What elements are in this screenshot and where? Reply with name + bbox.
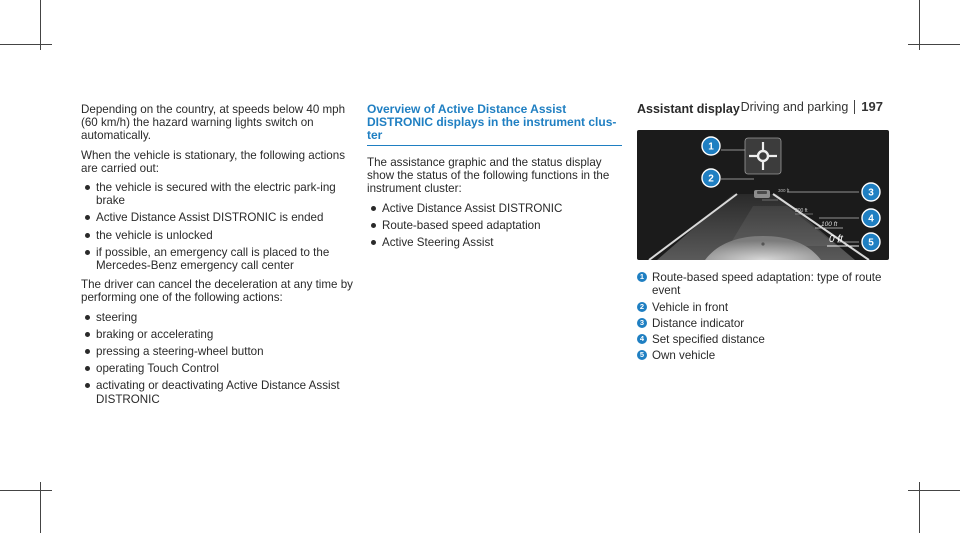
legend-number: 5 <box>637 350 647 360</box>
legend-text: Distance indicator <box>652 316 745 330</box>
crop-mark <box>0 44 52 45</box>
list-item: braking or accelerating <box>81 328 356 341</box>
crop-mark <box>40 482 41 533</box>
list-item: the vehicle is secured with the electric park-ing brake <box>81 181 356 207</box>
crop-mark <box>0 490 52 491</box>
list-item: steering <box>81 311 356 324</box>
svg-text:1: 1 <box>708 141 714 153</box>
legend-number: 2 <box>637 302 647 312</box>
list-item: Route-based speed adaptation <box>367 219 622 232</box>
vehicle-in-front-window <box>757 191 767 194</box>
list-item: activating or deactivating Active Distance Assist DISTRONIC <box>81 379 356 405</box>
legend-item <box>637 271 892 297</box>
legend-item <box>637 333 892 346</box>
callout-marker-2 <box>702 169 720 187</box>
svg-text:5: 5 <box>868 237 874 249</box>
svg-text:4: 4 <box>868 213 874 225</box>
list-item: pressing a steering-wheel button <box>81 345 356 358</box>
legend-number: 1 <box>637 272 647 282</box>
legend-text: Vehicle in front <box>652 300 729 314</box>
column-middle <box>367 103 622 255</box>
crop-mark <box>40 0 41 50</box>
crop-mark <box>919 482 920 533</box>
crop-mark <box>919 0 920 50</box>
svg-text:2: 2 <box>708 173 714 185</box>
bullet-list <box>367 202 622 250</box>
legend-item <box>637 317 892 330</box>
page-number: 197 <box>861 99 883 114</box>
legend-number: 3 <box>637 318 647 328</box>
assistant-display-figure <box>637 130 889 260</box>
bullet-list <box>81 311 356 406</box>
paragraph: The assistance graphic and the status display show the status of the following functions in the instrument cluster: <box>367 156 610 196</box>
list-item: operating Touch Control <box>81 362 356 375</box>
crop-mark <box>908 490 960 491</box>
subsection-heading: Assistant display <box>637 102 740 116</box>
callout-marker-5 <box>862 233 880 251</box>
instrument-cluster-graphic <box>637 130 889 260</box>
legend-text: Route-based speed adaptation: type of route event <box>652 271 882 298</box>
distance-label-zero: 0 ft <box>829 234 843 246</box>
list-item: if possible, an emergency call is placed to the Mercedes-Benz emergency call center <box>81 246 356 272</box>
distance-label-far: 300 ft <box>778 188 790 194</box>
list-item: the vehicle is unlocked <box>81 229 356 242</box>
distance-label-mid: 200 ft <box>795 208 808 215</box>
callout-marker-4 <box>862 209 880 227</box>
legend-text: Own vehicle <box>652 349 716 363</box>
callout-marker-3 <box>862 183 880 201</box>
list-item: Active Distance Assist DISTRONIC <box>367 202 622 215</box>
crop-mark <box>908 44 960 45</box>
list-item: Active Distance Assist DISTRONIC is ended <box>81 211 356 224</box>
paragraph: The driver can cancel the deceleration at any time by performing one of the following actions: <box>81 278 353 305</box>
legend-number: 4 <box>637 334 647 344</box>
paragraph: Depending on the country, at speeds below 40 mph (60 km/h) the hazard warning lights switch on automatically. <box>81 103 346 143</box>
figure-legend <box>637 271 892 362</box>
legend-text: Set specified distance <box>652 333 765 347</box>
column-right <box>637 103 892 365</box>
callout-marker-1 <box>702 137 720 155</box>
bullet-list <box>81 181 356 272</box>
column-left <box>81 103 356 412</box>
legend-item <box>637 349 892 362</box>
list-item: Active Steering Assist <box>367 236 622 249</box>
distance-label-near: 100 ft <box>821 221 838 229</box>
own-vehicle-emblem <box>761 243 764 246</box>
section-heading: Overview of Active Distance Assist DISTRONIC displays in the instrument clus-ter <box>367 103 622 146</box>
section-name: Driving and parking <box>740 99 849 114</box>
paragraph: When the vehicle is stationary, the following actions are carried out: <box>81 148 346 175</box>
legend-item <box>637 301 892 314</box>
svg-text:3: 3 <box>868 187 874 199</box>
